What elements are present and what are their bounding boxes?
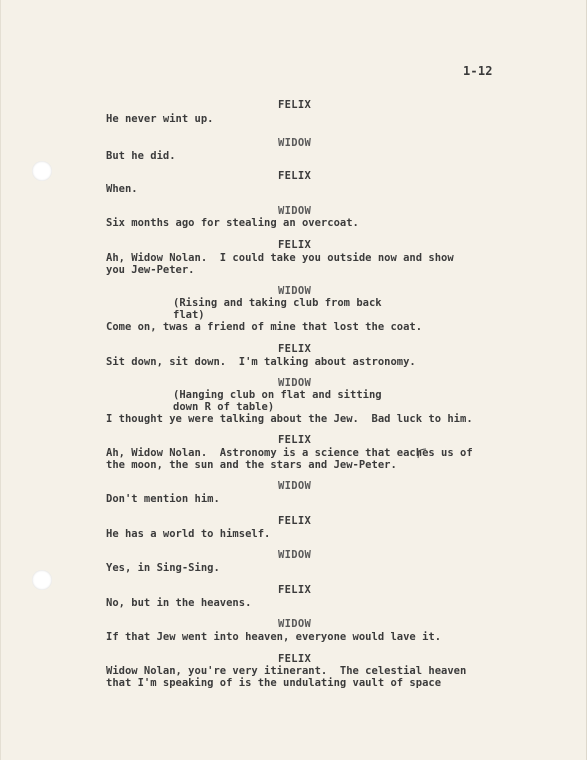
- dialogue-line: Six months ago for stealing an overcoat.: [106, 217, 359, 229]
- speaker-name: FELIX: [278, 434, 312, 446]
- dialogue-line: Come on, twas a friend of mine that lost the coat.: [106, 321, 423, 333]
- stage-direction: down R of table): [173, 401, 275, 413]
- page-number: 1-12: [463, 64, 493, 78]
- speaker-name: WIDOW: [278, 480, 312, 492]
- dialogue-line: If that Jew went into heaven, everyone would lave it.: [106, 631, 442, 643]
- dialogue-line: Ah, Widow Nolan. I could take you outside now and show: [106, 252, 454, 264]
- dialogue-line: But he did.: [106, 150, 176, 162]
- speaker-name: WIDOW: [278, 285, 312, 297]
- dialogue-line: Ah, Widow Nolan. Astronomy is a science that eaches us of: [106, 447, 473, 459]
- dialogue-line: you Jew-Peter.: [106, 264, 195, 276]
- dialogue-line: Sit down, sit down. I'm talking about astronomy.: [106, 356, 416, 368]
- speaker-name: FELIX: [278, 343, 312, 355]
- dialogue-line: When.: [106, 183, 138, 195]
- stage-direction: flat): [173, 309, 205, 321]
- stage-direction: (Rising and taking club from back: [173, 297, 382, 309]
- speaker-name: WIDOW: [278, 618, 312, 630]
- dialogue-line: the moon, the sun and the stars and Jew-Peter.: [106, 459, 397, 471]
- speaker-name: WIDOW: [278, 377, 312, 389]
- dialogue-line: He has a world to himself.: [106, 528, 271, 540]
- script-body: [1, 0, 587, 760]
- speaker-name: FELIX: [278, 170, 312, 182]
- speaker-name: FELIX: [278, 584, 312, 596]
- dialogue-line: I thought ye were talking about the Jew. Bad luck to him.: [106, 413, 473, 425]
- speaker-name: FELIX: [278, 99, 312, 111]
- handwritten-correction-mark: [416, 448, 428, 460]
- dialogue-line: No, but in the heavens.: [106, 597, 252, 609]
- dialogue-line: Widow Nolan, you're very itinerant. The celestial heaven: [106, 665, 467, 677]
- stage-direction: (Hanging club on flat and sitting: [173, 389, 382, 401]
- speaker-name: FELIX: [278, 239, 312, 251]
- dialogue-line: Yes, in Sing-Sing.: [106, 562, 220, 574]
- dialogue-line: that I'm speaking of is the undulating vault of space: [106, 677, 442, 689]
- speaker-name: WIDOW: [278, 205, 312, 217]
- speaker-name: FELIX: [278, 653, 312, 665]
- speaker-name: WIDOW: [278, 137, 312, 149]
- speaker-name: WIDOW: [278, 549, 312, 561]
- speaker-name: FELIX: [278, 515, 312, 527]
- dialogue-line: He never wint up.: [106, 113, 214, 125]
- dialogue-line: Don't mention him.: [106, 493, 220, 505]
